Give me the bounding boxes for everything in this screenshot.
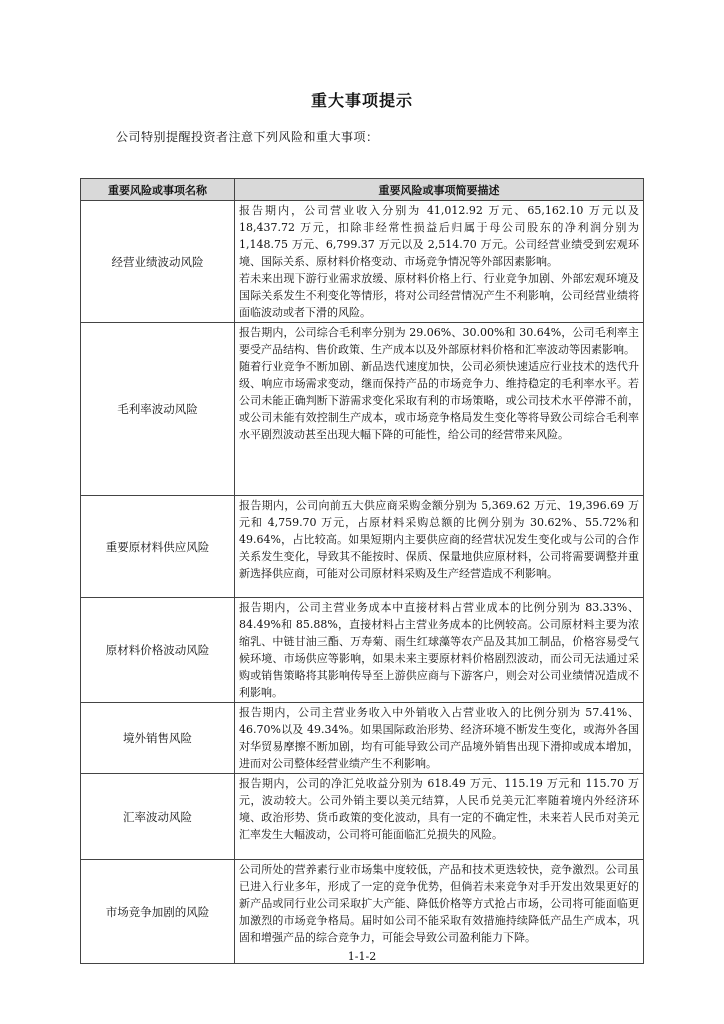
table-row: [81, 598, 644, 703]
risk-name: 重要原材料供应风险: [81, 496, 235, 598]
table-row: [81, 860, 644, 964]
header-risk-name: 重要风险或事项名称: [81, 179, 235, 201]
desc-paragraph: 报告期内，公司的净汇兑收益分别为 618.49 万元、115.19 万元和 115.70 万元，波动较大。公司外销主要以美元结算，人民币兑美元汇率随着境内外经济环境、政治形势、货币政策的变化波动，具有一定的不确定性，未来若人民币对美元汇率发生大幅波动，公司将可能面临汇兑损失的风险。: [239, 777, 639, 841]
desc-paragraph: 报告期内，公司向前五大供应商采购金额分别为 5,369.62 万元、19,396.69 万元和 4,759.70 万元，占原材料采购总额的比例分别为 30.62%、55.72%和 49.64%，占比较高。如果短期内主要供应商的经营状况发生变化或与公司的合作关系发生变化，导致其不能按时、保质、保量地供应原材料，公司将需要调整并重新选择供应商，可能对公司原材料采购及生产经营造成不利影响。: [239, 499, 639, 580]
risk-table: [80, 178, 644, 964]
risk-name: 市场竞争加剧的风险: [81, 860, 235, 964]
risk-desc: [235, 323, 644, 496]
risk-desc: [235, 860, 644, 964]
table-header-row: [81, 179, 644, 201]
risk-desc: [235, 496, 644, 598]
risk-name: 汇率波动风险: [81, 774, 235, 860]
risk-desc: [235, 703, 644, 774]
risk-desc: [235, 201, 644, 323]
desc-paragraph: 报告期内，公司综合毛利率分别为 29.06%、30.00%和 30.64%，公司毛利率主要受产品结构、售价政策、生产成本以及外部原材料价格和汇率波动等因素影响。: [239, 326, 639, 356]
intro-text: 公司特别提醒投资者注意下列风险和重大事项：: [116, 130, 379, 144]
desc-paragraph: 报告期内，公司营业收入分别为 41,012.92 万元、65,162.10 万元以及 18,437.72 万元，扣除非经常性损益后归属于母公司股东的净利润分别为 1,148.75 万元、6,799.37 万元以及 2,514.70 万元。公司经营业绩受到宏观环境、国际关系、原材料价格变动、市场竞争情况等外部因素影响。: [239, 204, 639, 268]
risk-desc: [235, 598, 644, 703]
desc-paragraph: 随着行业竞争不断加剧、新品迭代速度加快，公司必须快速适应行业技术的迭代升级、响应市场需求变动，继而保持产品的市场竞争力、维持稳定的毛利率水平。若公司未能正确判断下游需求变化采取有利的市场策略，或公司技术水平停滞不前，或公司未能有效控制生产成本，或市场竞争格局发生变化等将导致公司综合毛利率水平剧烈波动甚至出现大幅下降的可能性，给公司的经营带来风险。: [239, 360, 639, 441]
page-number: 1-1-2: [347, 950, 377, 963]
risk-name: 境外销售风险: [81, 703, 235, 774]
table-row: [81, 323, 644, 496]
table-row: [81, 774, 644, 860]
table-row: [81, 703, 644, 774]
desc-paragraph: 报告期内，公司主营业务成本中直接材料占营业成本的比例分别为 83.33%、84.49%和 85.88%，直接材料占主营业务成本的比例较高。公司原材料主要为浓缩乳、中链甘油三酯、万寿菊、雨生红球藻等农产品及其加工制品，价格容易受气候环境、市场供应等影响，如果未来主要原材料价格剧烈波动，而公司无法通过采购或销售策略将其影响传导至上游供应商与下游客户，则会对公司业绩情况造成不利影响。: [239, 601, 639, 699]
header-risk-desc: 重要风险或事项简要描述: [235, 179, 644, 201]
desc-paragraph: 公司所处的营养素行业市场集中度较低，产品和技术更迭较快，竞争激烈。公司虽已进入行业多年，形成了一定的竞争优势，但倘若未来竞争对手开发出效果更好的新产品或同行业公司采取扩大产能、降低价格等方式抢占市场，公司将可能面临更加激烈的市场竞争格局。届时如公司不能采取有效措施持续降低产品生产成本，巩固和增强产品的综合竞争力，可能会导致公司盈利能力下降。: [239, 863, 639, 944]
table-row: [81, 496, 644, 598]
risk-name: 原材料价格波动风险: [81, 598, 235, 703]
table-row: [81, 201, 644, 323]
risk-name: 经营业绩波动风险: [81, 201, 235, 323]
risk-name: 毛利率波动风险: [81, 323, 235, 496]
page-title: 重大事项提示: [310, 91, 413, 110]
desc-paragraph: 若未来出现下游行业需求放缓、原材料价格上行、行业竞争加剧、外部宏观环境及国际关系发生不利变化等情形，将对公司经营情况产生不利影响，公司经营业绩将面临波动或者下滑的风险。: [239, 272, 639, 319]
desc-paragraph: 报告期内，公司主营业务收入中外销收入占营业收入的比例分别为 57.41%、46.70%以及 49.34%。如果国际政治形势、经济环境不断发生变化，或海外各国对华贸易摩擦不断加剧，均有可能导致公司产品境外销售出现下滑抑或成本增加，进而对公司整体经营业绩产生不利影响。: [239, 706, 639, 770]
risk-desc: [235, 774, 644, 860]
